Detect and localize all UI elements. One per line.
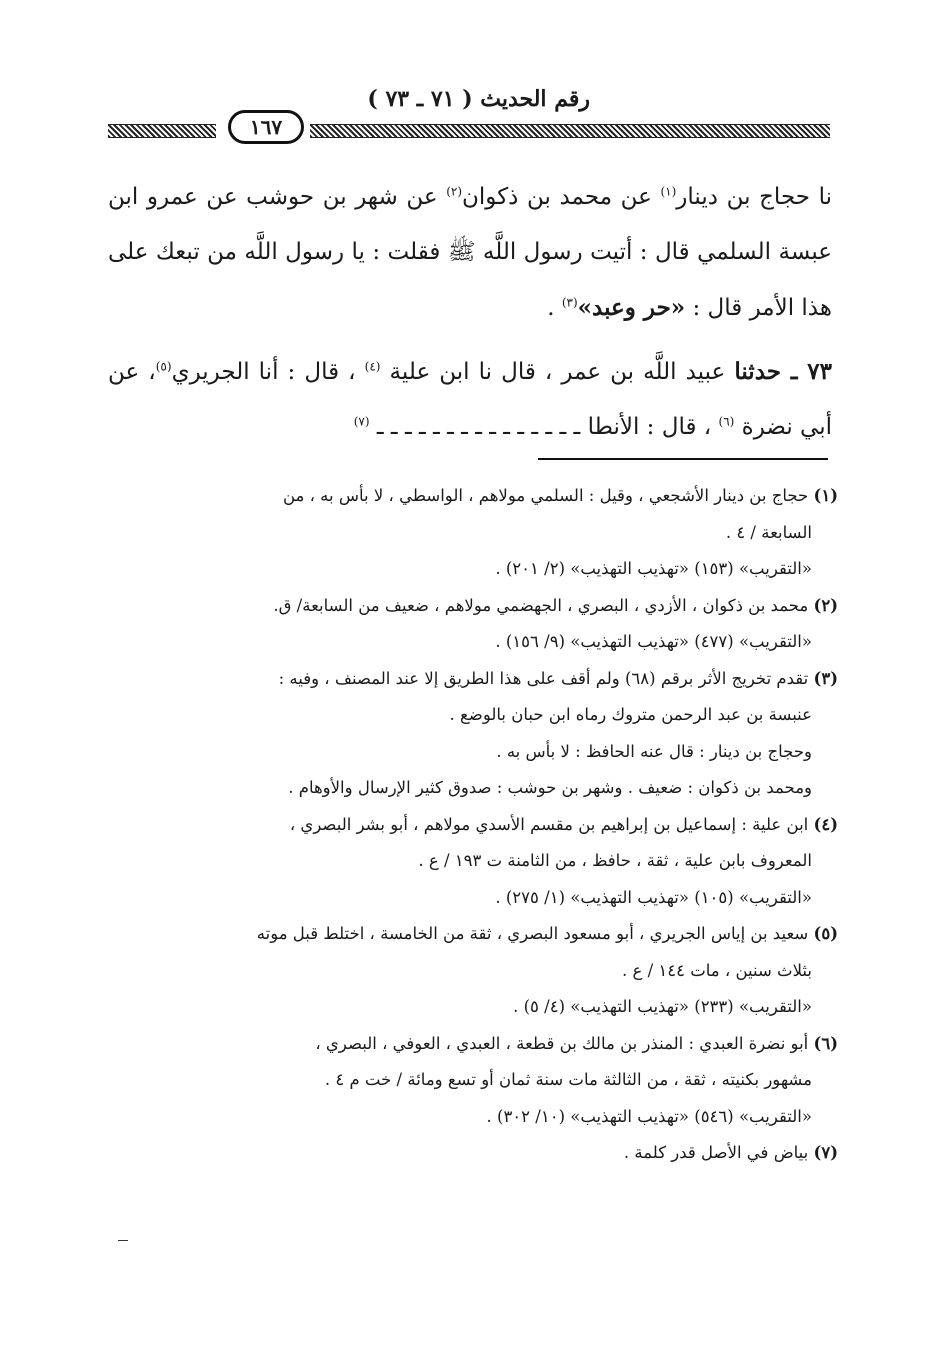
footnote-line: السابعة / ٤ .	[725, 522, 812, 542]
footnote-number: (٢)	[813, 595, 838, 615]
footnote-6	[108, 1026, 838, 1136]
footnote-ref-2[interactable]: (٢)	[446, 184, 463, 199]
text-run: عن محمد بن ذكوان	[462, 184, 661, 210]
footnote-line: المعروف بابن علية ، ثقة ، حافظ ، من الثامنة ت ١٩٣ / ع .	[418, 851, 812, 870]
text-run: عبيد اللَّه بن عمر ، قال نا ابن علية	[380, 359, 735, 385]
footnote-line: «التقريب» (٥٤٦) «تهذيب التهذيب» (١٠/ ٣٠٢) .	[486, 1106, 812, 1126]
footnote-line: ابن علية : إسماعيل بن إبراهيم بن مقسم الأسدي مولاهم ، أبو بشر البصري ،	[289, 814, 809, 834]
margin-mark	[118, 1240, 128, 1241]
footnote-line: أبو نضرة العبدي : المنذر بن مالك بن قطعة ، العبدي ، العوفي ، البصري ،	[315, 1033, 809, 1053]
footnote-line: ومحمد بن ذكوان : ضعيف . وشهر بن حوشب : صدوق كثير الإرسال والأوهام .	[288, 778, 812, 797]
text-run: نا حجاج بن دينار	[676, 184, 833, 210]
text-run: ، قال : الأنطا ـ ـ ـ ـ ـ ـ ـ ـ ـ ـ ـ ـ ـ ـ ـ	[369, 414, 719, 440]
footnote-ref-4[interactable]: (٤)	[364, 359, 381, 374]
footnote-number: (٣)	[813, 668, 838, 688]
footnote-line: حجاج بن دينار الأشجعي ، وقيل : السلمي مولاهم ، الواسطي ، لا بأس به ، من	[282, 486, 809, 505]
footnote-line: «التقريب» (١٥٣) «تهذيب التهذيب» (٢/ ٢٠١) .	[495, 559, 812, 578]
footnote-2	[108, 588, 838, 661]
main-text	[108, 170, 832, 455]
footnote-number: (٤)	[813, 814, 838, 834]
footnote-line: تقدم تخريج الأثر برقم (٦٨) ولم أقف على هذا الطريق إلا عند المصنف ، وفيه :	[278, 668, 809, 688]
hadith-paragraph-73	[108, 344, 832, 455]
quoted-saying: «حر وعبد»	[577, 294, 686, 321]
footnote-line: بثلاث سنين ، مات ١٤٤ / ع .	[622, 960, 812, 980]
footnote-3	[108, 661, 838, 807]
footnote-line: وحجاج بن دينار : قال عنه الحافظ : لا بأس به .	[496, 741, 812, 761]
hadith-paragraph-72	[108, 170, 832, 336]
footnote-line: «التقريب» (٤٧٧) «تهذيب التهذيب» (٩/ ١٥٦) .	[495, 632, 812, 651]
footnote-number: (٧)	[813, 1143, 838, 1162]
running-title: رقم الحديث ( ٧١ ـ ٧٣ )	[367, 86, 590, 112]
header-rule-right	[310, 124, 830, 138]
footnote-7	[108, 1135, 838, 1172]
page-number: ١٦٧	[228, 110, 304, 144]
footnote-ref-6[interactable]: (٦)	[718, 414, 735, 429]
text-run: .	[547, 295, 562, 321]
footnote-1	[108, 478, 838, 588]
text-run: ، عن أبي نضرة	[108, 359, 832, 440]
footnote-5	[108, 916, 838, 1026]
text-run: ، قال : أنا الجريري	[171, 359, 365, 385]
hadith-number: ٧٣ ـ حدثنا	[734, 358, 832, 385]
footnote-4	[108, 807, 838, 917]
footnote-ref-5[interactable]: (٥)	[155, 359, 172, 374]
footnote-number: (٦)	[813, 1033, 838, 1053]
footnotes	[108, 478, 838, 1172]
footnote-line: بياض في الأصل قدر كلمة .	[623, 1143, 809, 1162]
footnote-line: «التقريب» (٢٣٣) «تهذيب التهذيب» (٤/ ٥) .	[513, 997, 812, 1016]
footnote-number: (١)	[813, 486, 838, 505]
footnote-separator	[538, 458, 828, 460]
footnote-number: (٥)	[813, 924, 838, 943]
footnote-ref-1[interactable]: (١)	[660, 184, 677, 199]
header-rule-left	[108, 124, 216, 138]
footnote-line: عنبسة بن عبد الرحمن متروك رماه ابن حبان بالوضع .	[449, 705, 812, 724]
footnote-line: «التقريب» (١٠٥) «تهذيب التهذيب» (١/ ٢٧٥) .	[495, 887, 812, 907]
footnote-ref-7[interactable]: (٧)	[353, 414, 370, 429]
footnote-line: محمد بن ذكوان ، الأزدي ، البصري ، الجهضمي مولاهم ، ضعيف من السابعة/ ق.	[273, 595, 809, 615]
footnote-ref-3[interactable]: (٣)	[561, 295, 578, 310]
footnote-line: سعيد بن إياس الجريري ، أبو مسعود البصري ، ثقة من الخامسة ، اختلط قبل موته	[256, 924, 809, 943]
text-run: عن شهر بن حوشب عن عمرو ابن عبسة السلمي قال : أتيت رسول اللَّه ﷺ فقلت : يا رسول اللَّه من تبعك على هذا الأمر قال :	[108, 184, 832, 321]
footnote-line: مشهور بكنيته ، ثقة ، من الثالثة مات سنة ثمان أو تسع ومائة / خت م ٤ .	[324, 1070, 812, 1089]
